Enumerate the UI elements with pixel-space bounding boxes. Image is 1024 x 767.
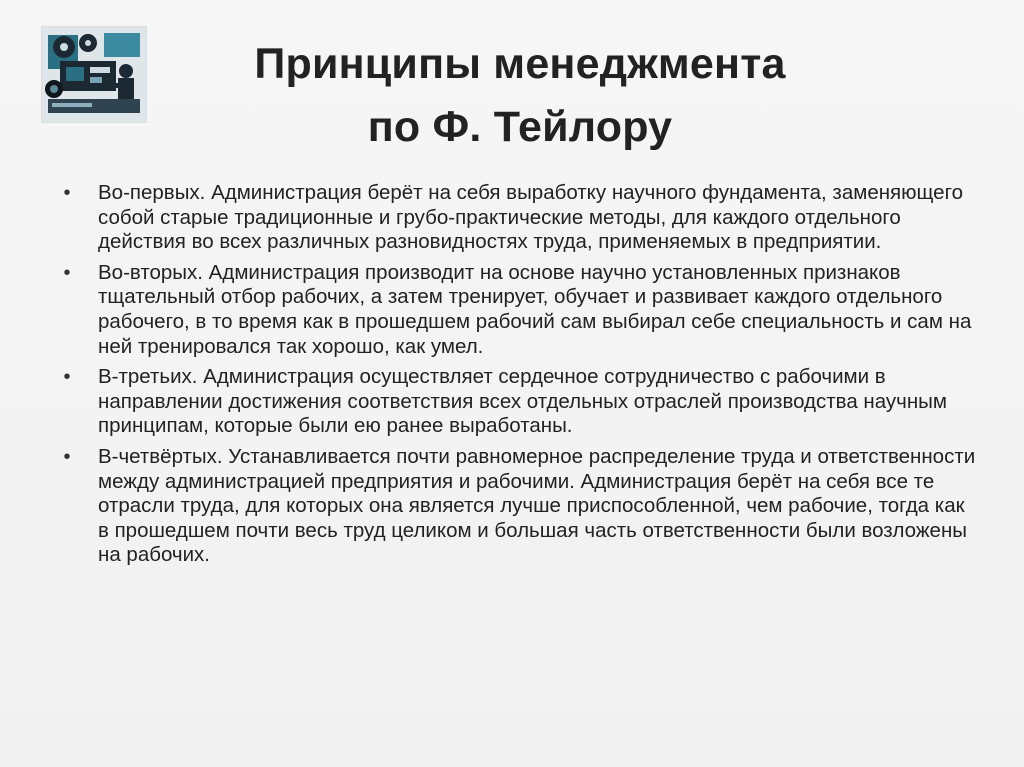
page-title: [170, 33, 870, 159]
bullet-list: [60, 181, 980, 574]
bullet-item-2: [60, 261, 980, 359]
bullet-icon: •: [63, 182, 71, 204]
factory-machinery-icon: [41, 26, 147, 123]
bullet-item-4: [60, 445, 980, 568]
bullet-icon: •: [63, 261, 71, 284]
title-line-1: Принципы менеджмента: [254, 40, 786, 88]
bullet-text: Во-первых. Администрация берёт на себя выработку научного фундамента, заменяющего собой старые традиционные и грубо-практические методы, для каждого отдельного действия во всех различных разновидностях труда, применяемых в предприятии.: [98, 181, 963, 254]
factory-machinery-illustration: [42, 27, 146, 122]
bullet-item-1: [60, 181, 980, 255]
bullet-icon: •: [63, 366, 71, 389]
bullet-text: В-четвёртых. Устанавливается почти равномерное распределение труда и ответственности между администрацией предприятия и рабочими. Администрация берёт на себя все те отрасли труда, для которых она является лучше приспособленной, чем рабочие, тогда как в прошедшем почти весь труд целиком и большая часть ответственности были возложены на рабочих.: [98, 444, 976, 567]
title-line-2: по Ф. Тейлору: [367, 103, 673, 151]
bullet-item-3: [60, 365, 980, 439]
bullet-icon: •: [63, 445, 71, 468]
bullet-text: Во-вторых. Администрация производит на основе научно установленных признаков тщательный отбор рабочих, а затем тренирует, обучает и развивает каждого отдельного рабочего, в то время как в прошедшем рабочий сам выбирал себе специальность и сам на ней тренировался так хорошо, как умел.: [98, 260, 972, 358]
bullet-text: В-третьих. Администрация осуществляет сердечное сотрудничество с рабочими в направлении достижения соответствия всех отдельных отраслей производства научным принципам, которые были ею ранее выработаны.: [98, 365, 947, 438]
